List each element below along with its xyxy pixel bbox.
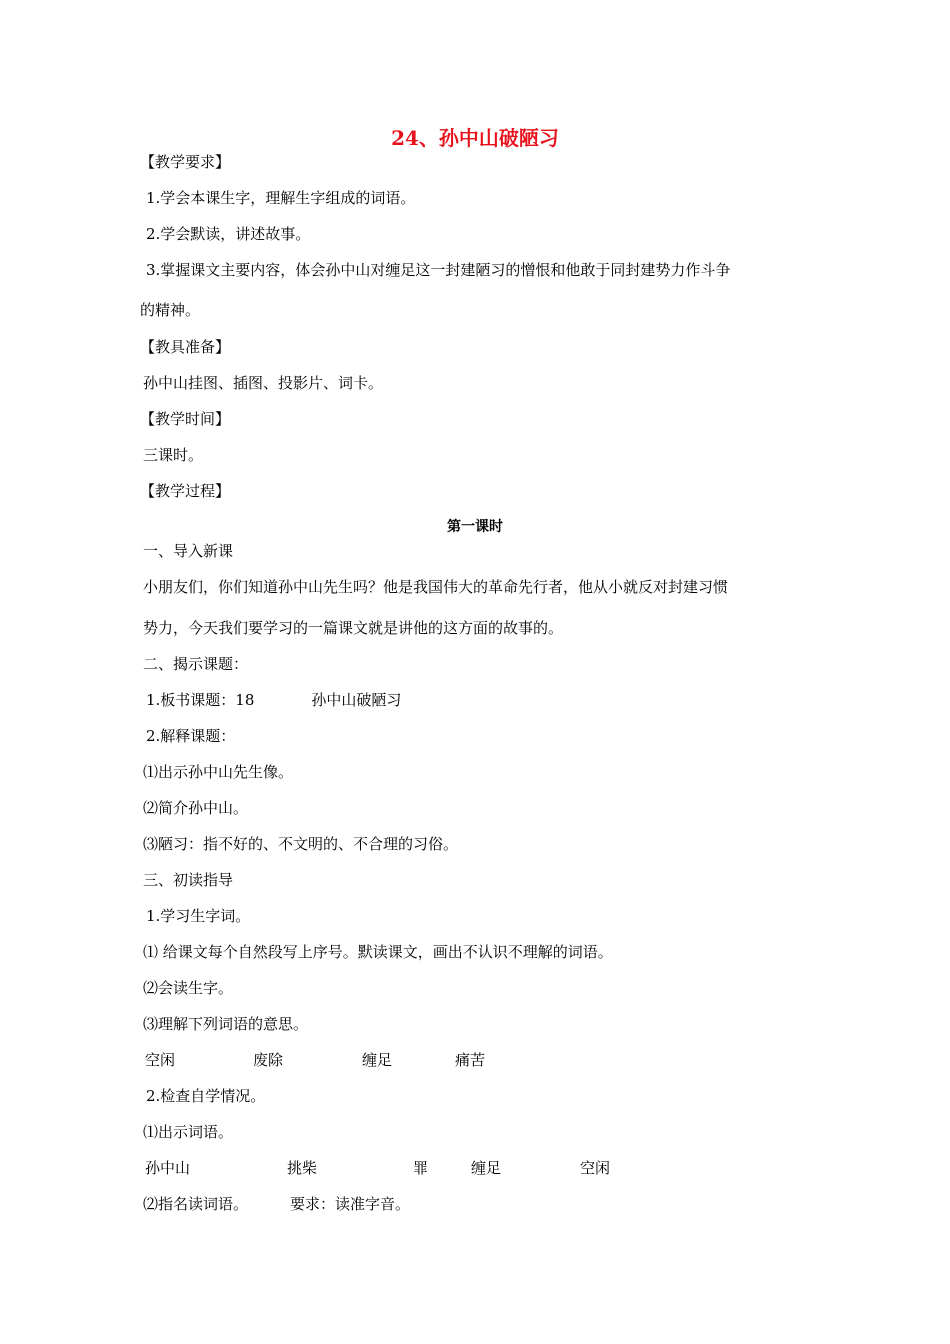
list-subitem: ⑵简介孙中山。 xyxy=(143,799,249,817)
vocab-word: 空闲 xyxy=(580,1159,611,1177)
vocab-word: 孙中山 xyxy=(145,1159,191,1177)
paragraph-line: 势力，今天我们要学习的一篇课文就是讲他的这方面的故事的。 xyxy=(143,619,564,637)
lesson-heading: 第一课时 xyxy=(447,519,503,535)
requirement-item-continued: 的精神。 xyxy=(140,301,201,319)
vocab-word: 废除 xyxy=(253,1051,284,1069)
section-heading: 二、揭示课题： xyxy=(143,655,249,673)
tools-heading: 【教具准备】 xyxy=(140,338,231,356)
section-heading: 一、导入新课 xyxy=(143,542,234,560)
list-subitem: ⑶理解下列词语的意思。 xyxy=(143,1015,309,1033)
time-heading: 【教学时间】 xyxy=(140,410,231,428)
requirement-item: 2.学会默读，讲述故事。 xyxy=(146,225,311,243)
list-item: 1.学习生字词。 xyxy=(146,907,251,925)
list-item: 2.解释课题： xyxy=(146,727,236,745)
list-item-value: 孙中山破陋习 xyxy=(311,691,402,709)
vocab-word: 痛苦 xyxy=(455,1051,486,1069)
section-heading: 三、初读指导 xyxy=(143,871,234,889)
tools-text: 孙中山挂图、插图、投影片、词卡。 xyxy=(143,374,384,392)
requirement-item: 3.掌握课文主要内容，体会孙中山对缠足这一封建陋习的憎恨和他敢于同封建势力作斗争 xyxy=(146,261,731,279)
list-subitem: ⑵会读生字。 xyxy=(143,979,234,997)
list-item-label: 1.板书课题：18 xyxy=(146,691,255,709)
document-title: 24、孙中山破陋习 xyxy=(391,126,559,150)
vocab-word: 缠足 xyxy=(362,1051,393,1069)
paragraph-line: 小朋友们，你们知道孙中山先生吗？他是我国伟大的革命先行者，他从小就反对封建习惯 xyxy=(143,578,729,596)
list-subitem-text: ⑵指名读词语。 xyxy=(143,1195,249,1213)
vocab-word: 罪 xyxy=(413,1159,429,1177)
list-subitem: ⑴出示孙中山先生像。 xyxy=(143,763,294,781)
list-subitem: ⑶陋习：指不好的、不文明的、不合理的习俗。 xyxy=(143,835,459,853)
vocab-word: 空闲 xyxy=(145,1051,176,1069)
requirement-note: 要求：读准字音。 xyxy=(290,1195,411,1213)
list-item: 2.检查自学情况。 xyxy=(146,1087,266,1105)
list-item xyxy=(146,690,401,710)
vocab-word: 缠足 xyxy=(471,1159,502,1177)
process-heading: 【教学过程】 xyxy=(140,482,231,500)
list-subitem: ⑴ 给课文每个自然段写上序号。默读课文，画出不认识不理解的词语。 xyxy=(143,943,613,961)
list-subitem xyxy=(143,1194,410,1214)
requirements-heading: 【教学要求】 xyxy=(140,153,231,171)
list-subitem: ⑴出示词语。 xyxy=(143,1123,234,1141)
vocab-word: 挑柴 xyxy=(287,1159,318,1177)
requirement-item: 1.学会本课生字，理解生字组成的词语。 xyxy=(146,189,416,207)
time-text: 三课时。 xyxy=(143,446,204,464)
